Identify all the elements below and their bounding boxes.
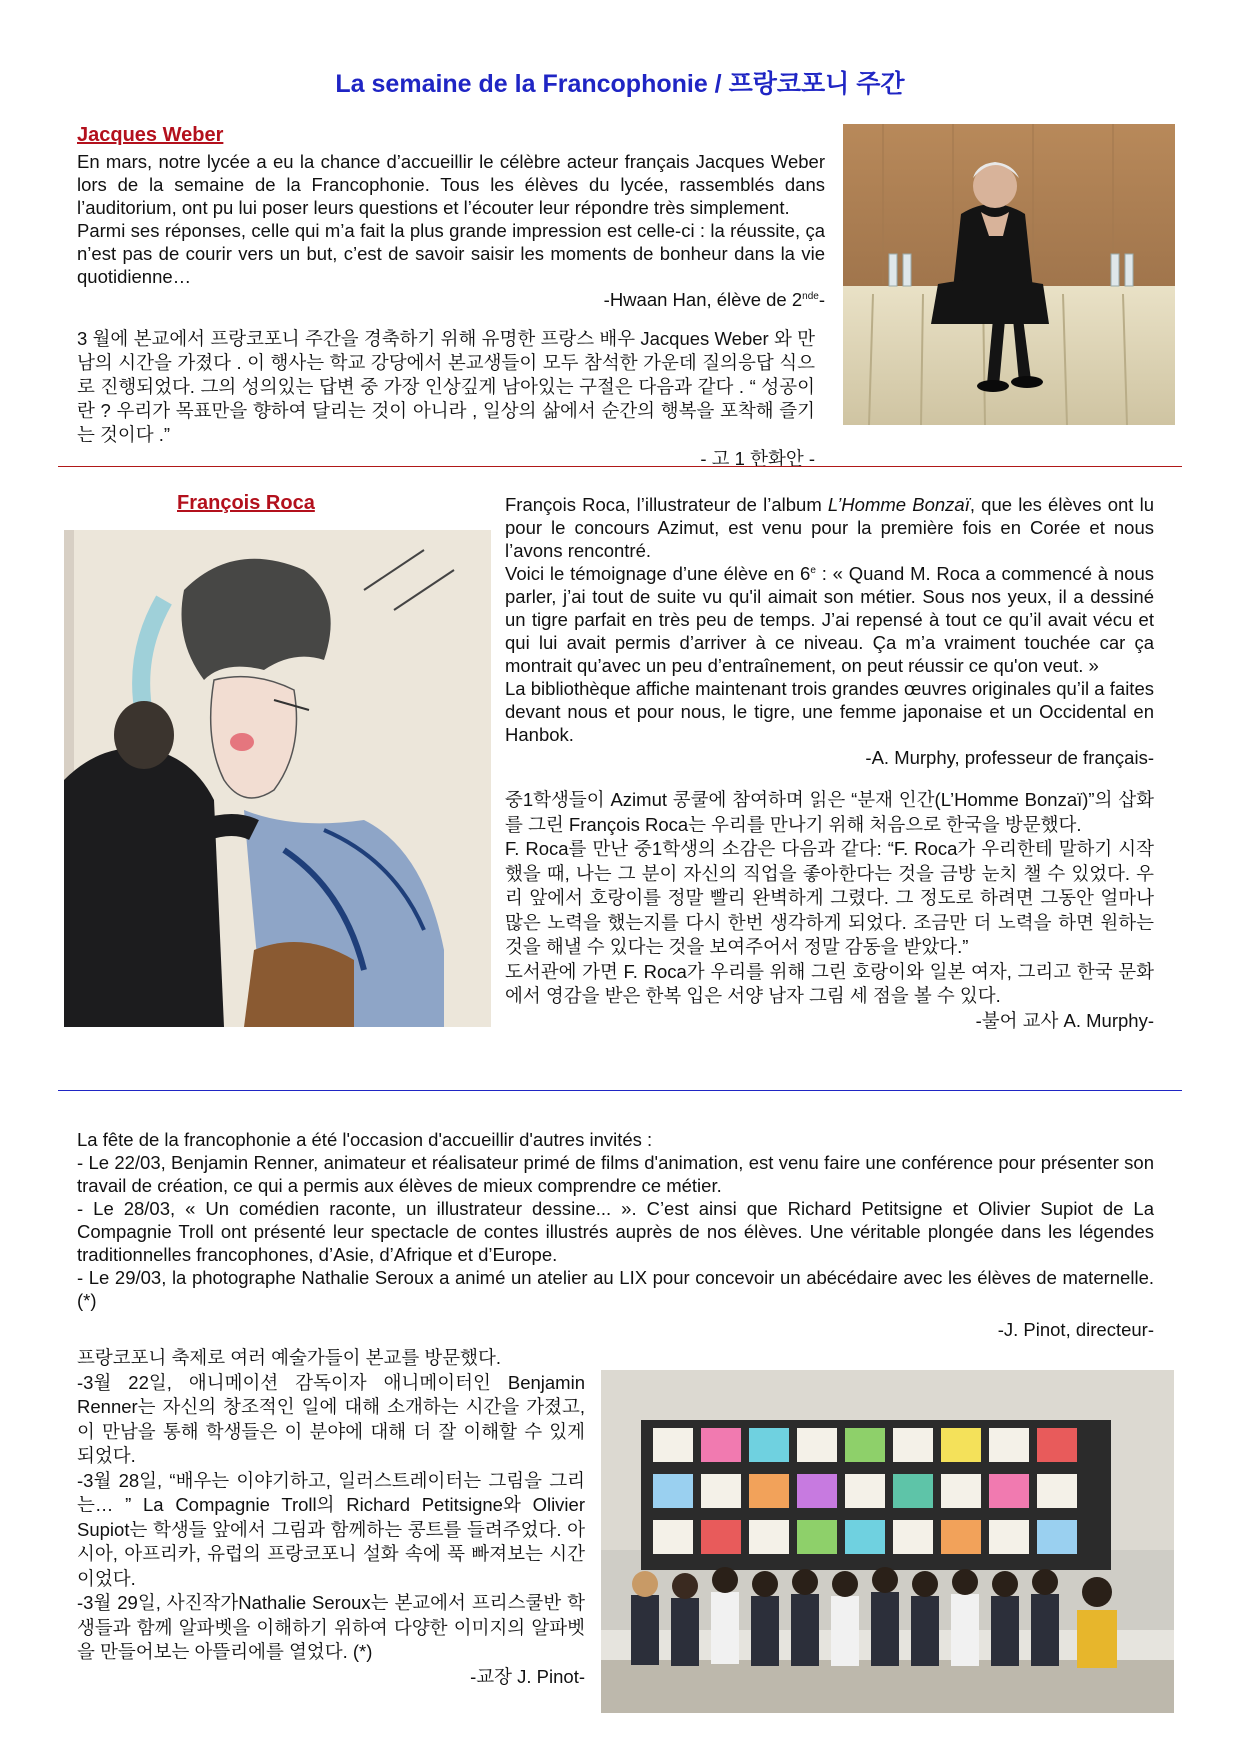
photo-francois-roca-drawing xyxy=(64,530,491,1027)
roca-ko-paragraph-3: 도서관에 가면 F. Roca가 우리를 위해 그린 호랑이와 일본 여자, 그리고 한국 문화에서 영감을 받은 한복 입은 서양 남자 그림 세 점을 볼 수 있다. xyxy=(505,960,1154,1006)
roca-korean-text xyxy=(505,788,1154,1033)
page-title: La semaine de la Francophonie / 프랑코포니 주간 xyxy=(335,70,905,98)
section-divider-red xyxy=(58,466,1182,467)
roca-fr-paragraph-3: La bibliothèque affiche maintenant trois grandes œuvres originales qu’il a faites devant nous et pour nous, le tigre, une femme japonaise et un Occidental en Hanbok. xyxy=(505,678,1154,745)
fete-fr-signature: -J. Pinot, directeur- xyxy=(997,1319,1154,1340)
fete-fr-intro: La fête de la francophonie a été l'occasion d'accueillir d'autres invités : xyxy=(77,1129,653,1150)
weber-korean-text xyxy=(77,327,815,471)
fete-ko-item-1: -3월 22일, 애니메이션 감독이자 애니메이터인 Benjamin Renner는 자신의 창조적인 일에 대해 소개하는 시간을 가졌고, 이 만남을 통해 학생들은 이 분야에 대해 더 잘 이해할 수 있게 되었다. xyxy=(77,1371,585,1466)
photo-children-drawing xyxy=(601,1370,1174,1713)
weber-fr-paragraph-1: En mars, notre lycée a eu la chance d’accueillir le célèbre acteur français Jacques Weber lors de la semaine de la Francophonie. Tous les élèves du lycée, rassemblés dans l’auditorium, ont pu lui poser leurs questions et l’écouter leur répondre très simplement. xyxy=(77,151,825,218)
roca-fr-paragraph-2: Voici le témoignage d’une élève en 6e : « Quand M. Roca a commencé à nous parler, j’ai tout de suite vu qu'il aimait son métier. Sous nos yeux, il a dessiné un tigre parfait en très peu de temps. J’ai repensé à tout ce qu’il avait vécu et qui lui avait permis d’arriver à ce niveau. Ça m’a vraiment touchée car ça montrait qu’avec un peu d’entraînement, on peut réussir ce qu'on veut. » xyxy=(505,563,1154,676)
roca-ko-paragraph-1: 중1학생들이 Azimut 콩쿨에 참여하며 읽은 “분재 인간(L’Homme Bonzaï)”의 삽화를 그린 François Roca는 우리를 만나기 위해 처음으로 한국을 방문했다. xyxy=(505,789,1154,835)
fete-ko-signature: -교장 J. Pinot- xyxy=(470,1665,585,1687)
weber-fr-paragraph-2: Parmi ses réponses, celle qui m’a fait la plus grande impression est celle-ci : la réussite, ça n’est pas de courir vers un but, c’est de savoir saisir les moments de bonheur dans la vie quotidienne… xyxy=(77,220,825,287)
roca-ko-paragraph-2: F. Roca를 만난 중1학생의 소감은 다음과 같다: “F. Roca가 우리한테 말하기 시작했을 때, 나는 그 분이 자신의 직업을 좋아한다는 것을 금방 눈치 챌 수 있었다. 우리 앞에서 호랑이를 정말 빨리 완벽하게 그렸다. 그 정도로 하려면 그동안 얼마나 많은 노력을 했는지를 다시 한번 생각하게 되었다. 조금만 더 노력을 하면 원하는 것을 해낼 수 있다는 것을 보여주어서 정말 감동을 받았다.” xyxy=(505,838,1154,957)
fete-korean-text xyxy=(77,1346,585,1689)
fete-fr-item-3: - Le 29/03, la photographe Nathalie Seroux a animé un atelier au LIX pour concevoir un abécédaire avec les élèves de maternelle.(*) xyxy=(77,1267,1154,1311)
weber-french-text xyxy=(77,150,825,311)
roca-french-text xyxy=(505,493,1154,769)
weber-ko-signature: - 고 1 한화안 - xyxy=(700,448,815,469)
fete-fr-item-1: - Le 22/03, Benjamin Renner, animateur et réalisateur primé de films d'animation, est venu faire une conférence pour présenter son travail de création, ce qui a permis aux élèves de mieux comprendre ce métier. xyxy=(77,1152,1154,1196)
photo-roca-illustration xyxy=(64,530,491,1027)
heading-francois-roca: François Roca xyxy=(177,492,315,514)
roca-fr-signature: -A. Murphy, professeur de français- xyxy=(865,747,1154,768)
weber-fr-signature: -Hwaan Han, élève de 2nde- xyxy=(603,289,825,310)
photo-jacques-weber-drawing xyxy=(843,124,1175,425)
fete-fr-item-2: - Le 28/03, « Un comédien raconte, un illustrateur dessine... ». C’est ainsi que Richard Petitsigne et Olivier Supiot de La Compagnie Troll ont présenté leur spectacle de contes illustrés auprès de nos élèves. Une véritable plongée dans les légendes traditionnelles francophones, d’Asie, d’Afrique et d’Europe. xyxy=(77,1198,1154,1265)
heading-jacques-weber: Jacques Weber xyxy=(77,124,224,146)
roca-fr-paragraph-1: François Roca, l’illustrateur de l’album L’Homme Bonzaï, que les élèves ont lu pour le concours Azimut, est venu pour la première fois en Corée et nous l’avons rencontré. xyxy=(505,494,1154,561)
weber-ko-paragraph: 3 월에 본교에서 프랑코포니 주간을 경축하기 위해 유명한 프랑스 배우 Jacques Weber 와 만남의 시간을 가졌다 . 이 행사는 학교 강당에서 본교생들이 모두 참석한 가운데 질의응답 식으로 진행되었다. 그의 성의있는 답변 중 가장 인상깊게 남아있는 구절은 다음과 같다 . “ 성공이란 ? 우리가 목표만을 향하여 달리는 것이 아니라 , 일상의 삶에서 순간의 행복을 포착해 즐기는 것이다 .” xyxy=(77,328,815,445)
fete-french-text xyxy=(77,1128,1154,1341)
fete-ko-item-2: -3월 28일, “배우는 이야기하고, 일러스트레이터는 그림을 그리는… ” La Compagnie Troll의 Richard Petitsigne와 Olivier Supiot는 학생들 앞에서 그림과 함께하는 콩트를 들려주었다. 아시아, 아프리카, 유럽의 프랑코포니 설화 속에 푹 빠져보는 시간이었다. xyxy=(77,1469,585,1589)
photo-maternelle-children xyxy=(601,1370,1174,1713)
fete-ko-intro: 프랑코포니 축제로 여러 예술가들이 본교를 방문했다. xyxy=(77,1347,502,1368)
section-divider-blue xyxy=(58,1090,1182,1091)
fete-ko-item-3: -3월 29일, 사진작가Nathalie Seroux는 본교에서 프리스쿨반 학생들과 함께 알파벳을 이해하기 위하여 다양한 이미지의 알파벳을 만들어보는 아뜰리에를 열었다. (*) xyxy=(77,1592,585,1662)
roca-ko-signature: -불어 교사 A. Murphy- xyxy=(975,1009,1154,1031)
photo-jacques-weber xyxy=(843,124,1175,425)
